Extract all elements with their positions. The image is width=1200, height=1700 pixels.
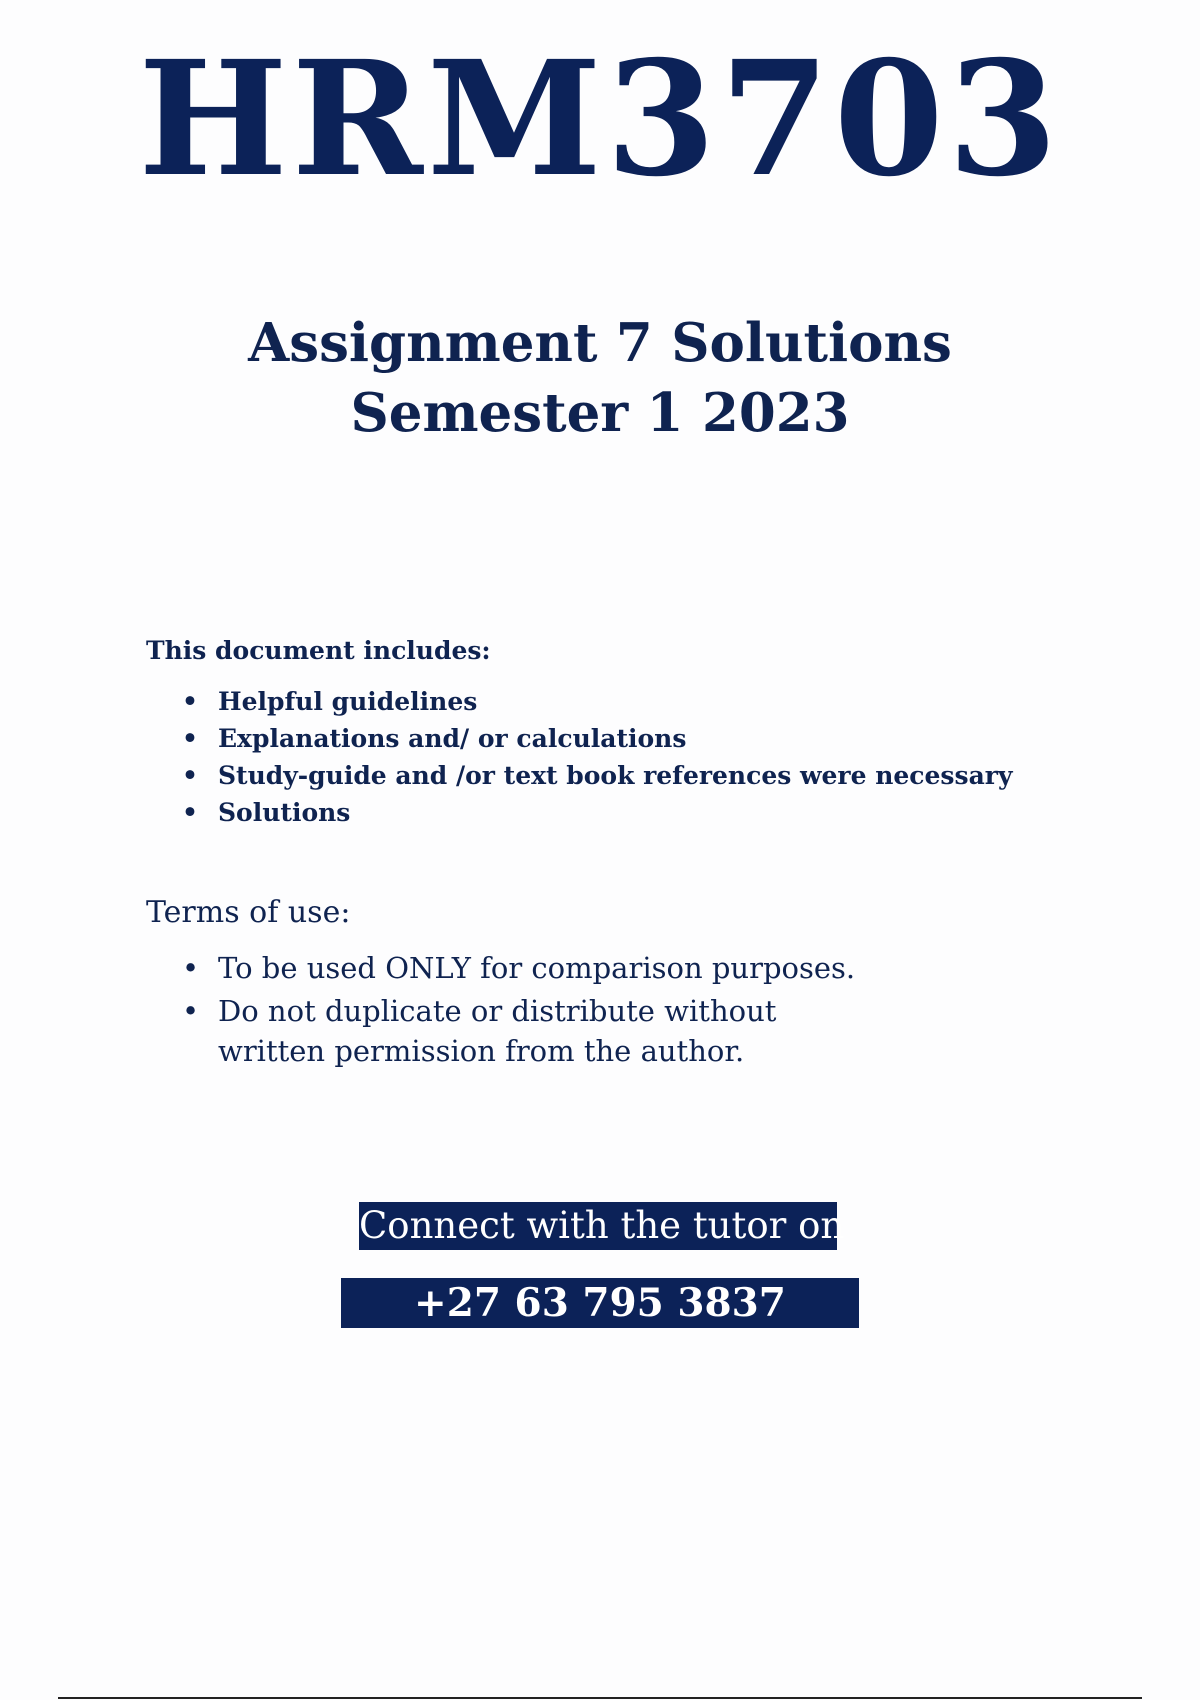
subtitle-block: [0, 308, 1200, 448]
terms-heading: Terms of use:: [146, 895, 351, 930]
list-item-text: Study-guide and /or text book references were necessary: [218, 761, 1013, 790]
bullet-icon: •: [182, 994, 200, 1028]
list-item-text: Explanations and/ or calculations: [218, 724, 687, 753]
terms-list: [146, 948, 1046, 1074]
list-item-text: Do not duplicate or distribute without written permission from the author.: [218, 994, 777, 1068]
bullet-icon: •: [182, 798, 198, 827]
course-code-title: HRM3703: [138, 27, 1062, 212]
semester-subtitle: Semester 1 2023: [350, 382, 850, 444]
list-item: [146, 794, 1012, 831]
list-item: [146, 683, 1012, 720]
assignment-subtitle: Assignment 7 Solutions: [248, 312, 952, 374]
list-item-text: Solutions: [218, 798, 351, 827]
list-item: [146, 757, 1012, 794]
connect-label: Connect with the tutor on: [359, 1202, 837, 1250]
includes-list: [146, 683, 1012, 831]
bullet-icon: •: [182, 761, 198, 790]
list-item: [146, 948, 1046, 988]
bullet-icon: •: [182, 951, 200, 985]
phone-number: +27 63 795 3837: [341, 1278, 859, 1328]
list-item: [146, 991, 858, 1071]
list-item-text: Helpful guidelines: [218, 687, 478, 716]
footer-divider: [58, 1697, 1142, 1699]
includes-heading: This document includes:: [146, 636, 491, 665]
list-item: [146, 720, 1012, 757]
list-item-text: To be used ONLY for comparison purposes.: [218, 951, 856, 985]
bullet-icon: •: [182, 724, 198, 753]
bullet-icon: •: [182, 687, 198, 716]
